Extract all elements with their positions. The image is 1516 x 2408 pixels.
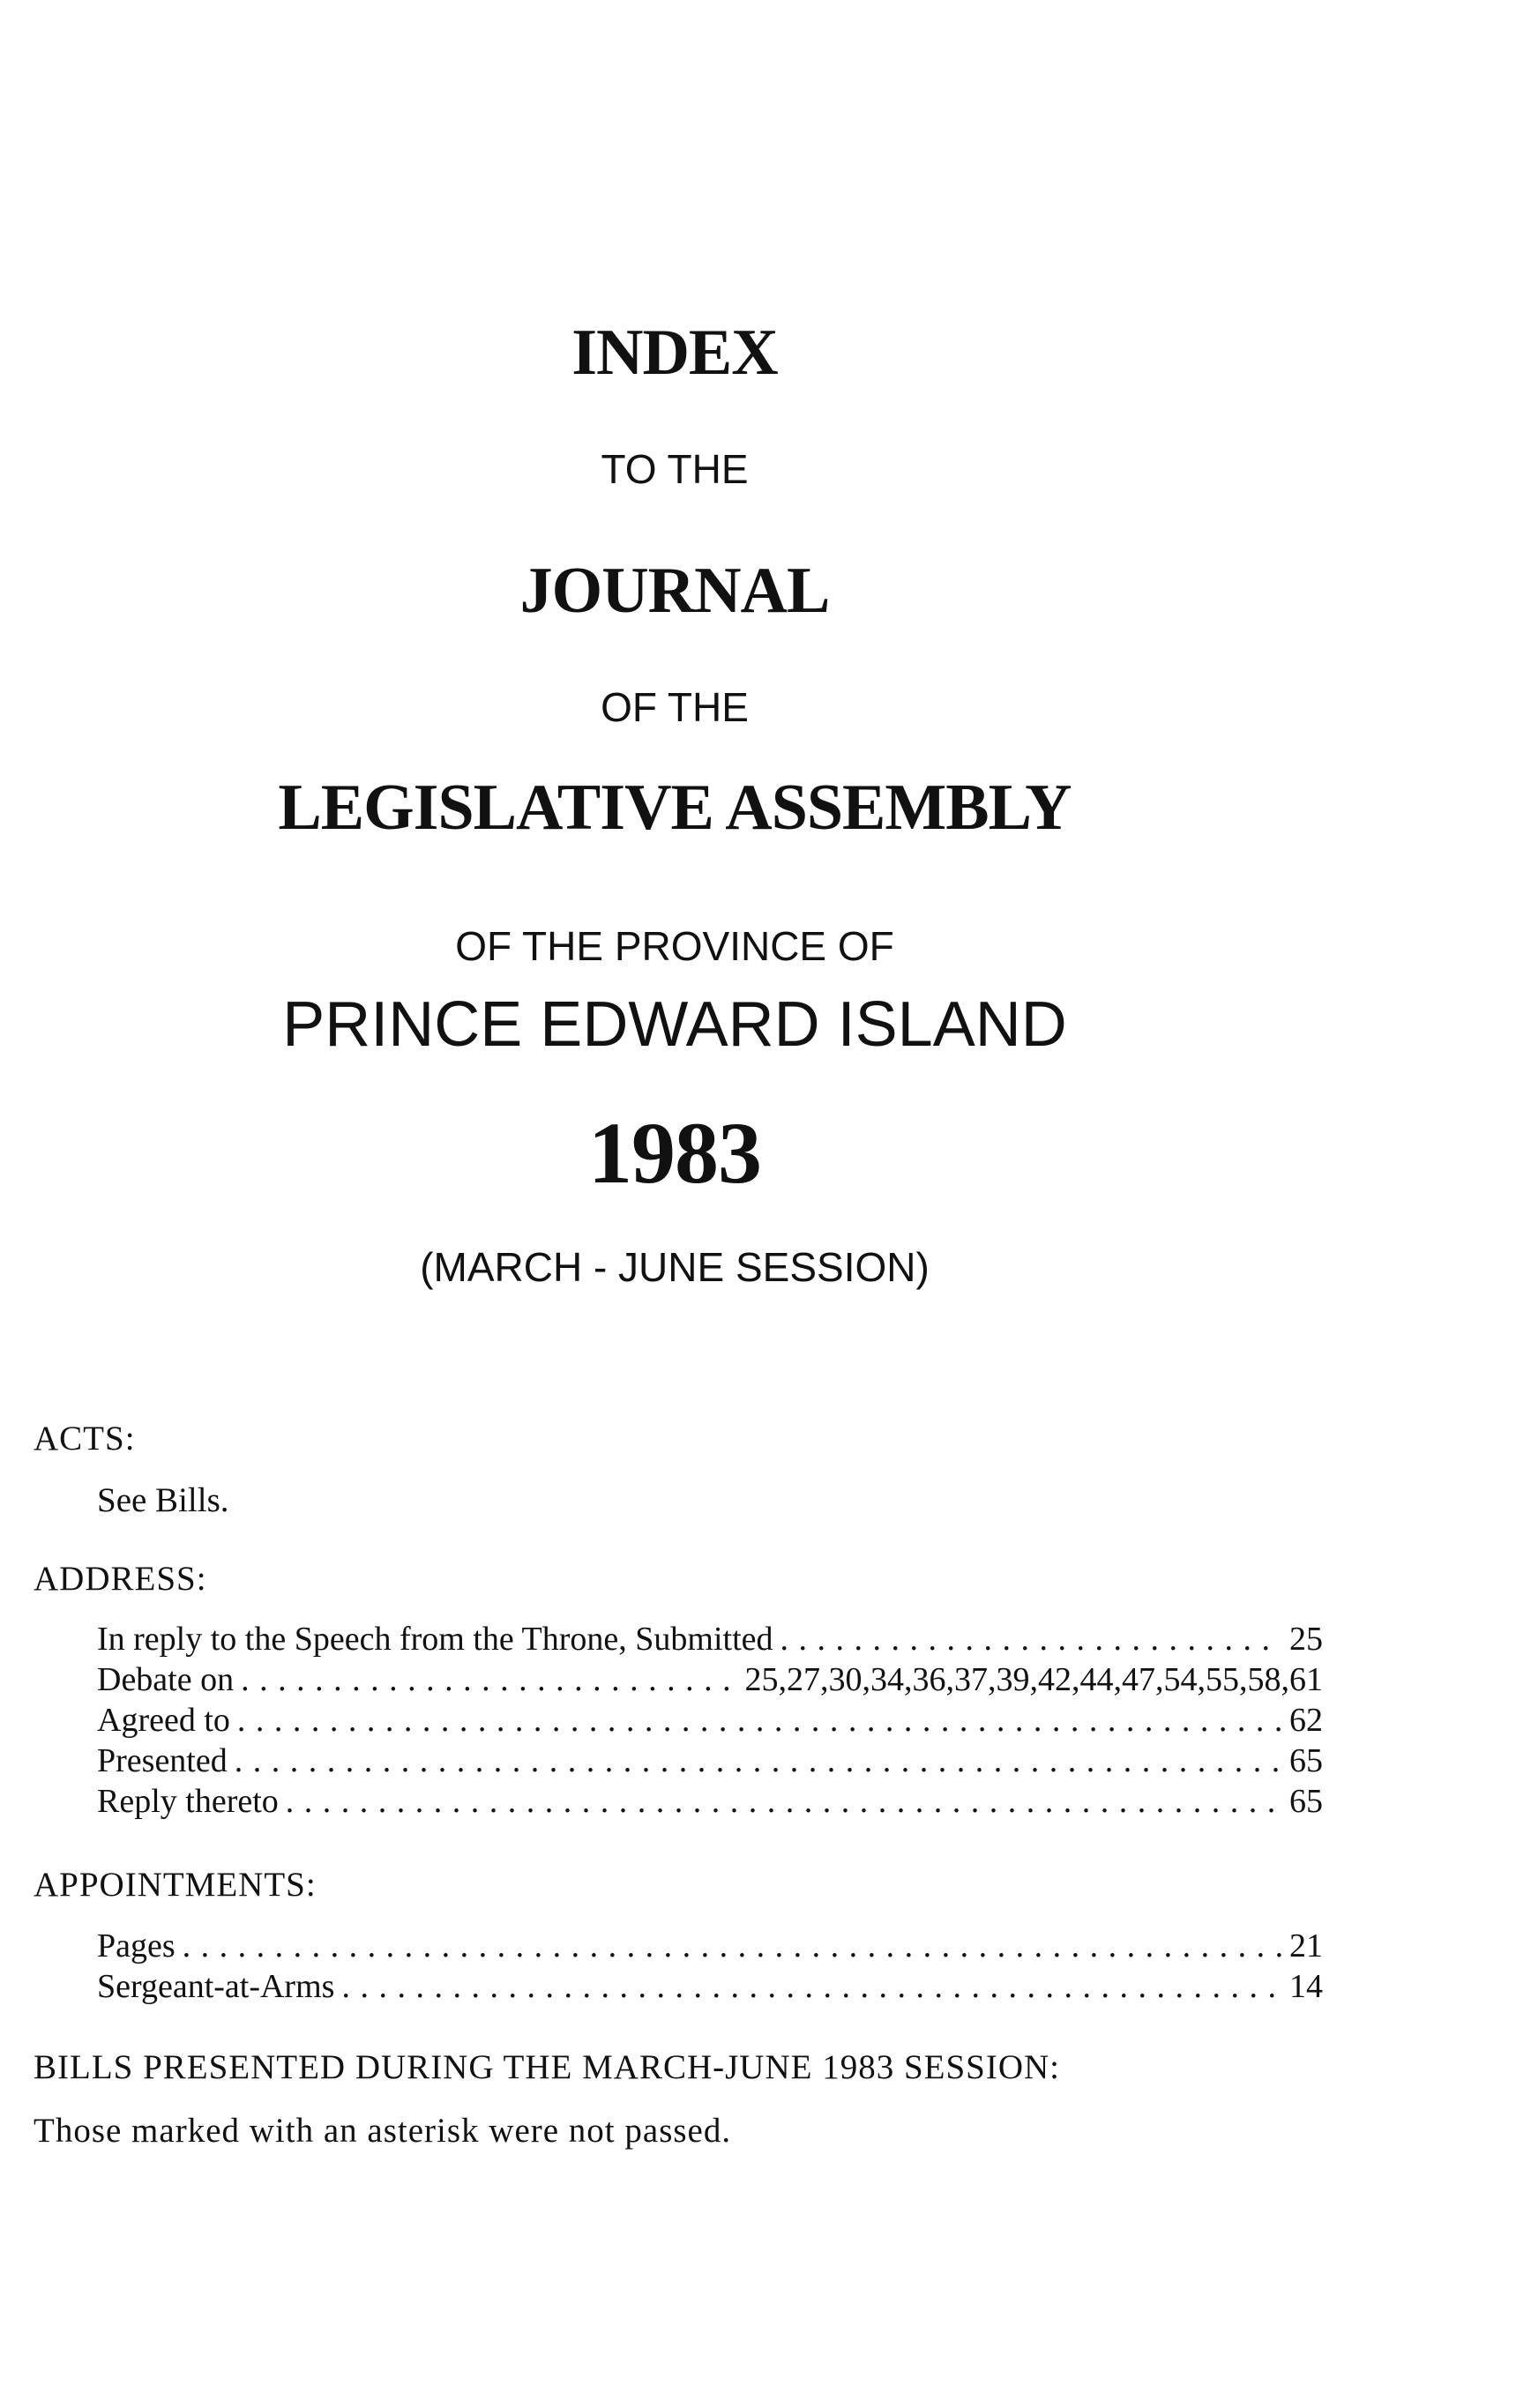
title-session: (MARCH - JUNE SESSION)	[420, 1244, 930, 1290]
appointments-heading: APPOINTMENTS:	[34, 1866, 317, 1904]
entry-pages: 65	[1289, 1783, 1323, 1820]
title-legislative-assembly: LEGISLATIVE ASSEMBLY	[278, 772, 1072, 844]
title-journal: JOURNAL	[519, 555, 830, 627]
acts-note: See Bills.	[97, 1481, 229, 1519]
entry-label: Sergeant-at-Arms	[97, 1968, 335, 2005]
entry-label: Debate on	[97, 1661, 235, 1698]
title-province-name: PRINCE EDWARD ISLAND	[282, 989, 1067, 1060]
entry-label: Reply thereto	[97, 1783, 279, 1820]
index-entry	[97, 1927, 1323, 1967]
entry-pages: 25	[1289, 1621, 1323, 1658]
title-of-the-province-of: OF THE PROVINCE OF	[455, 923, 894, 969]
bills-note: Those marked with an asterisk were not passed.	[34, 2112, 732, 2150]
index-entry	[97, 1741, 1323, 1782]
entry-pages: 21	[1289, 1927, 1323, 1964]
dot-leader	[780, 1620, 1282, 1659]
acts-heading: ACTS:	[34, 1420, 136, 1457]
index-entry	[97, 1701, 1323, 1741]
dot-leader	[183, 1927, 1282, 1965]
index-entry	[97, 1782, 1323, 1823]
entry-label: Presented	[97, 1742, 228, 1779]
dot-leader	[341, 1967, 1282, 2006]
entry-label: Agreed to	[97, 1702, 230, 1739]
dot-leader	[241, 1660, 737, 1699]
title-index: INDEX	[571, 317, 778, 389]
dot-leader	[235, 1741, 1282, 1780]
title-to-the: TO THE	[601, 446, 749, 492]
dot-leader	[237, 1701, 1282, 1740]
entry-pages: 65	[1289, 1742, 1323, 1779]
index-entry	[97, 1967, 1323, 2008]
title-year: 1983	[588, 1104, 761, 1202]
bills-heading: BILLS PRESENTED DURING THE MARCH-JUNE 1983 SESSION:	[34, 2048, 1061, 2086]
entry-label: Pages	[97, 1927, 175, 1964]
title-of-the: OF THE	[601, 684, 749, 730]
dot-leader	[286, 1782, 1282, 1821]
entry-pages: 25,27,30,34,36,37,39,42,44,47,54,55,58,61	[744, 1661, 1323, 1698]
entry-pages: 14	[1289, 1968, 1323, 2005]
index-entry	[97, 1620, 1323, 1660]
index-entry	[97, 1660, 1323, 1701]
address-heading: ADDRESS:	[34, 1560, 207, 1598]
entry-pages: 62	[1289, 1702, 1323, 1739]
entry-label: In reply to the Speech from the Throne, Submitted	[97, 1621, 773, 1658]
